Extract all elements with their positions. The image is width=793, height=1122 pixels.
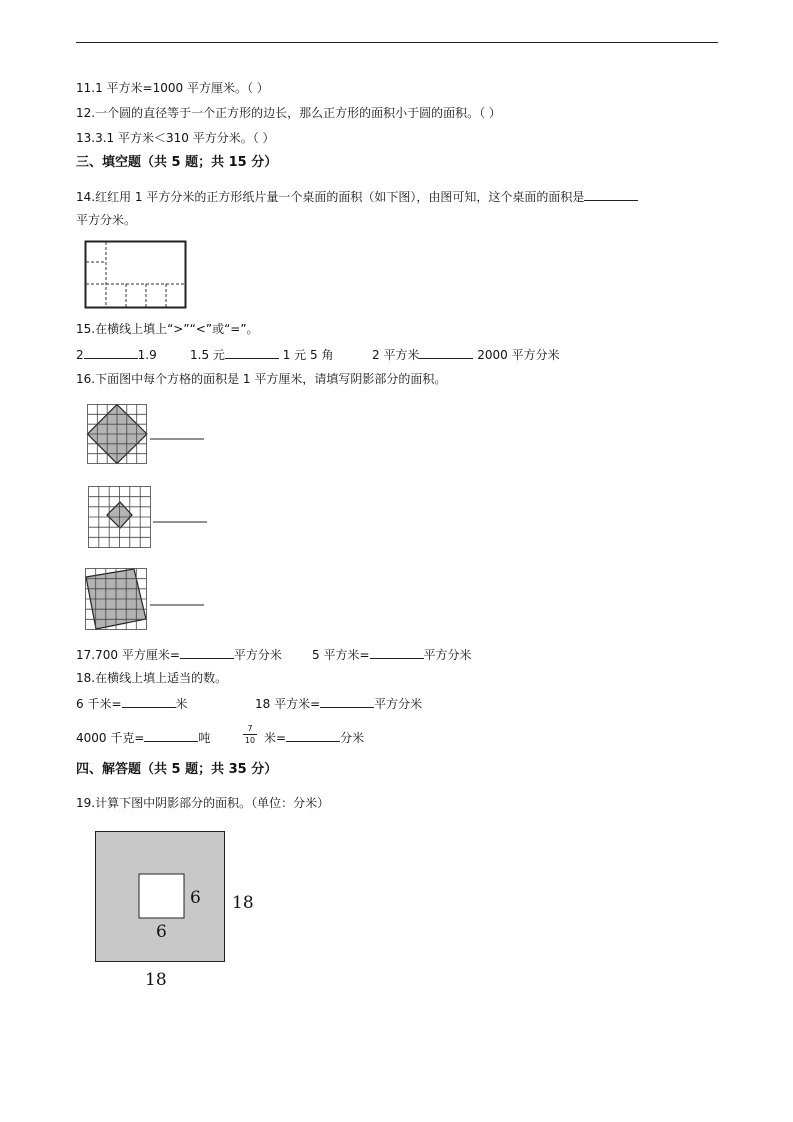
- section-title: 四、解答题（共 5 题；共 35 分）: [76, 762, 278, 777]
- fraction-7-10: [243, 724, 257, 745]
- answer-blank[interactable]: [180, 646, 234, 659]
- question-11: [76, 80, 269, 96]
- question-13: [76, 130, 275, 146]
- question-16: [76, 371, 446, 387]
- question-text: 计算下图中阴影部分的面积。（单位：分米）: [95, 796, 330, 810]
- q18-row1-b: [255, 695, 422, 712]
- question-number: 16.: [76, 372, 96, 386]
- answer-blank[interactable]: [320, 695, 374, 708]
- q18-row1-a: [76, 695, 188, 712]
- question-12: [76, 105, 501, 121]
- question-18: [76, 670, 227, 686]
- answer-blank[interactable]: [144, 729, 198, 742]
- header-rule: [76, 42, 718, 43]
- answer-blank[interactable]: [225, 346, 279, 359]
- compare-left: 2: [76, 348, 84, 362]
- question-15: [76, 321, 259, 337]
- unit-label: 平方分米: [423, 648, 472, 662]
- inner-side-label: 6: [156, 922, 167, 942]
- fraction-denominator: 10: [244, 736, 256, 745]
- answer-blank[interactable]: [419, 346, 473, 359]
- unit-label: 吨: [198, 731, 211, 745]
- grid-figure-3: [84, 567, 206, 631]
- question-text: 下面图中每个方格的面积是 1 平方厘米，请填写阴影部分的面积。: [95, 372, 447, 386]
- unit-label: 米: [175, 697, 188, 711]
- question-number: 13.: [76, 131, 96, 145]
- q18-row2-a: [76, 729, 210, 746]
- answer-blank[interactable]: [370, 646, 424, 659]
- compare-right: 2000 平方分米: [477, 348, 560, 362]
- answer-blank[interactable]: [584, 188, 638, 201]
- unit-label: 平方分米: [233, 648, 282, 662]
- q18-row2-b: [264, 729, 364, 746]
- question-text: 在横线上填上“>”“<”或“=”。: [95, 322, 259, 336]
- compare-left: 1.5 元: [190, 348, 225, 362]
- question-text: 红红用 1 平方分米的正方形纸片量一个桌面的面积（如下图），由图可知，这个桌面的面积是: [95, 190, 585, 204]
- compare-left: 2 平方米: [372, 348, 420, 362]
- question-text: 在横线上填上适当的数。: [95, 671, 228, 685]
- question-text: 3.1 平方米＜310 平方分米。（ ）: [95, 131, 275, 145]
- compare-right: 1 元 5 角: [282, 348, 334, 362]
- desk-grid-figure: [84, 240, 188, 310]
- inner-side-label: 6: [190, 888, 201, 908]
- compare-item-1: [76, 346, 157, 363]
- outer-side-label: 18: [232, 893, 254, 913]
- question-19: [76, 795, 329, 811]
- question-14-cont: 平方分米。: [76, 213, 137, 227]
- compare-item-3: [372, 346, 560, 363]
- fraction-numerator: 7: [247, 724, 253, 733]
- square-shaded-figure: [94, 830, 264, 1000]
- question-number: 15.: [76, 322, 96, 336]
- question-14: [76, 188, 638, 205]
- fraction-bar: [243, 734, 257, 735]
- question-number: 18.: [76, 671, 96, 685]
- outer-side-label: 18: [145, 970, 167, 990]
- unit-label: 平方分米: [374, 697, 423, 711]
- question-number: 19.: [76, 796, 96, 810]
- question-number: 17.: [76, 648, 96, 662]
- compare-right: 1.9: [137, 348, 157, 362]
- grid-figure-2: [87, 485, 209, 549]
- grid-figure-1: [86, 403, 206, 465]
- section-title: 三、填空题（共 5 题；共 15 分）: [76, 155, 278, 170]
- answer-blank[interactable]: [122, 695, 176, 708]
- unit-label: 分米: [340, 731, 365, 745]
- question-number: 11.: [76, 81, 96, 95]
- compare-item-2: [190, 346, 333, 363]
- expression-left: 米=: [264, 731, 287, 745]
- question-text: 1 平方米=1000 平方厘米。（ ）: [95, 81, 269, 95]
- question-17: [76, 646, 282, 663]
- answer-blank[interactable]: [84, 346, 138, 359]
- expression-left: 700 平方厘米=: [95, 648, 180, 662]
- expression-left: 4000 千克=: [76, 731, 145, 745]
- question-number: 14.: [76, 190, 96, 204]
- question-number: 12.: [76, 106, 96, 120]
- question-text: 一个圆的直径等于一个正方形的边长，那么正方形的面积小于圆的面积。（ ）: [95, 106, 501, 120]
- answer-blank[interactable]: [286, 729, 340, 742]
- expression-left: 6 千米=: [76, 697, 122, 711]
- question-17-b: [312, 646, 472, 663]
- expression-left: 5 平方米=: [312, 648, 370, 662]
- expression-left: 18 平方米=: [255, 697, 321, 711]
